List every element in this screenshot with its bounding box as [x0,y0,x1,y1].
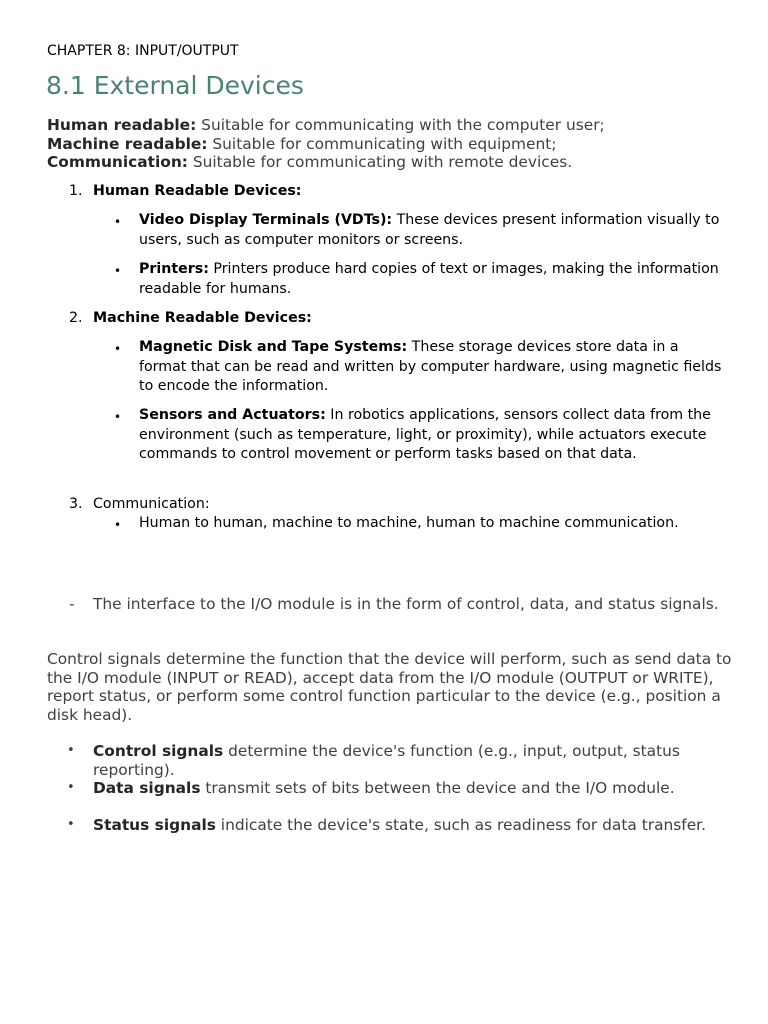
list-heading: Human Readable Devices: [93,183,302,199]
list-item: Printers: Printers produce hard copies of text or images, making the information readable for humans. [139,261,719,297]
intro-line [47,135,747,154]
list-item: Video Display Terminals (VDTs): These devices present information visually to users, such as computer monitors or screens. [139,212,720,248]
list-number: 3. [69,496,83,512]
control-signals-paragraph: Control signals determine the function that the device will perform, such as send data to the I/O module (INPUT or READ), accept data from the I/O module (OUTPUT or WRITE), report status, or perform some control function particular to the device (e.g., position a disk head). [47,650,732,724]
bullet-icon: • [67,780,75,795]
list-item: Magnetic Disk and Tape Systems: These storage devices store data in a format that can be read and written by computer hardware, using magnetic fields to encode the information. [139,339,722,395]
bullet-icon: • [67,743,75,758]
list-item: Sensors and Actuators: In robotics applications, sensors collect data from the environment (such as temperature, light, or proximity), while actuators execute commands to control movement or perform tasks based on that data. [139,407,711,463]
dash-item-text: The interface to the I/O module is in the form of control, data, and status signals. [93,595,719,613]
document-page: CHAPTER 8: INPUT/OUTPUT 8.1 External Devices Human readable: Suitable for communicating with the computer user; Machine readable: Suitable for communicating with equipment; Communication: Suitable for communicating with remote devices. 1. Human Readable Devices: • Video Display Terminals (VDTs): These devices present information visually to users, such as computer monitors or screens. • Printers: Printers produce hard copies of text or images, making the information readable for humans. 2. Machine Readable Devices: • Magnetic Disk and Tape Systems: These storage devices store data in a format that can be read and written by computer hardware, using magnetic fields to encode the information. • Sensors and Actuators: In robotics applications, sensors collect data from the environment (such as temperature, light, or proximity), while actuators execute commands to control movement or perform tasks based on that data. 3. Communication: • Human to human, machine to machine, human to machine communication. - The interface to the I/O module is in the form of control, data, and status signals. Control signals determine the function that the device will perform, such as send data to the I/O module (INPUT or READ), accept data from the I/O module (OUTPUT or WRITE), report status, or perform some control function particular to the device (e.g., position a disk head). • Control signals determine the device's function (e.g., input, output, status reporting). • Data signals transmit sets of bits between the device and the I/O module. • Status signals indicate the device's state, such as readiness for data transfer. [0,0,768,1024]
bullet-icon: • [114,518,122,532]
intro-text: Suitable for communicating with the computer user; [196,116,605,134]
chapter-heading: CHAPTER 8: INPUT/OUTPUT [47,43,239,59]
intro-term: Communication: [47,153,188,171]
list-heading: Machine Readable Devices: [93,310,312,326]
bullet-icon: • [114,410,122,424]
dash-marker: - [69,595,75,613]
intro-text: Suitable for communicating with equipment; [207,134,557,153]
intro-line [47,153,747,172]
bullet-icon: • [67,817,75,832]
bullet-icon: • [114,215,122,229]
bullet-icon: • [114,342,122,356]
list-item: Human to human, machine to machine, human to machine communication. [139,515,679,531]
intro-term: Human readable: [47,116,197,134]
intro-line [47,116,747,135]
intro-text: Suitable for communicating with remote devices. [187,153,573,171]
list-number: 1. [69,183,83,199]
intro-definitions [47,116,747,172]
bullet-icon: • [114,264,122,278]
intro-term: Machine readable: [47,134,208,153]
list-heading: Communication: [93,496,210,512]
list-number: 2. [69,310,83,326]
section-title: 8.1 External Devices [46,71,304,100]
